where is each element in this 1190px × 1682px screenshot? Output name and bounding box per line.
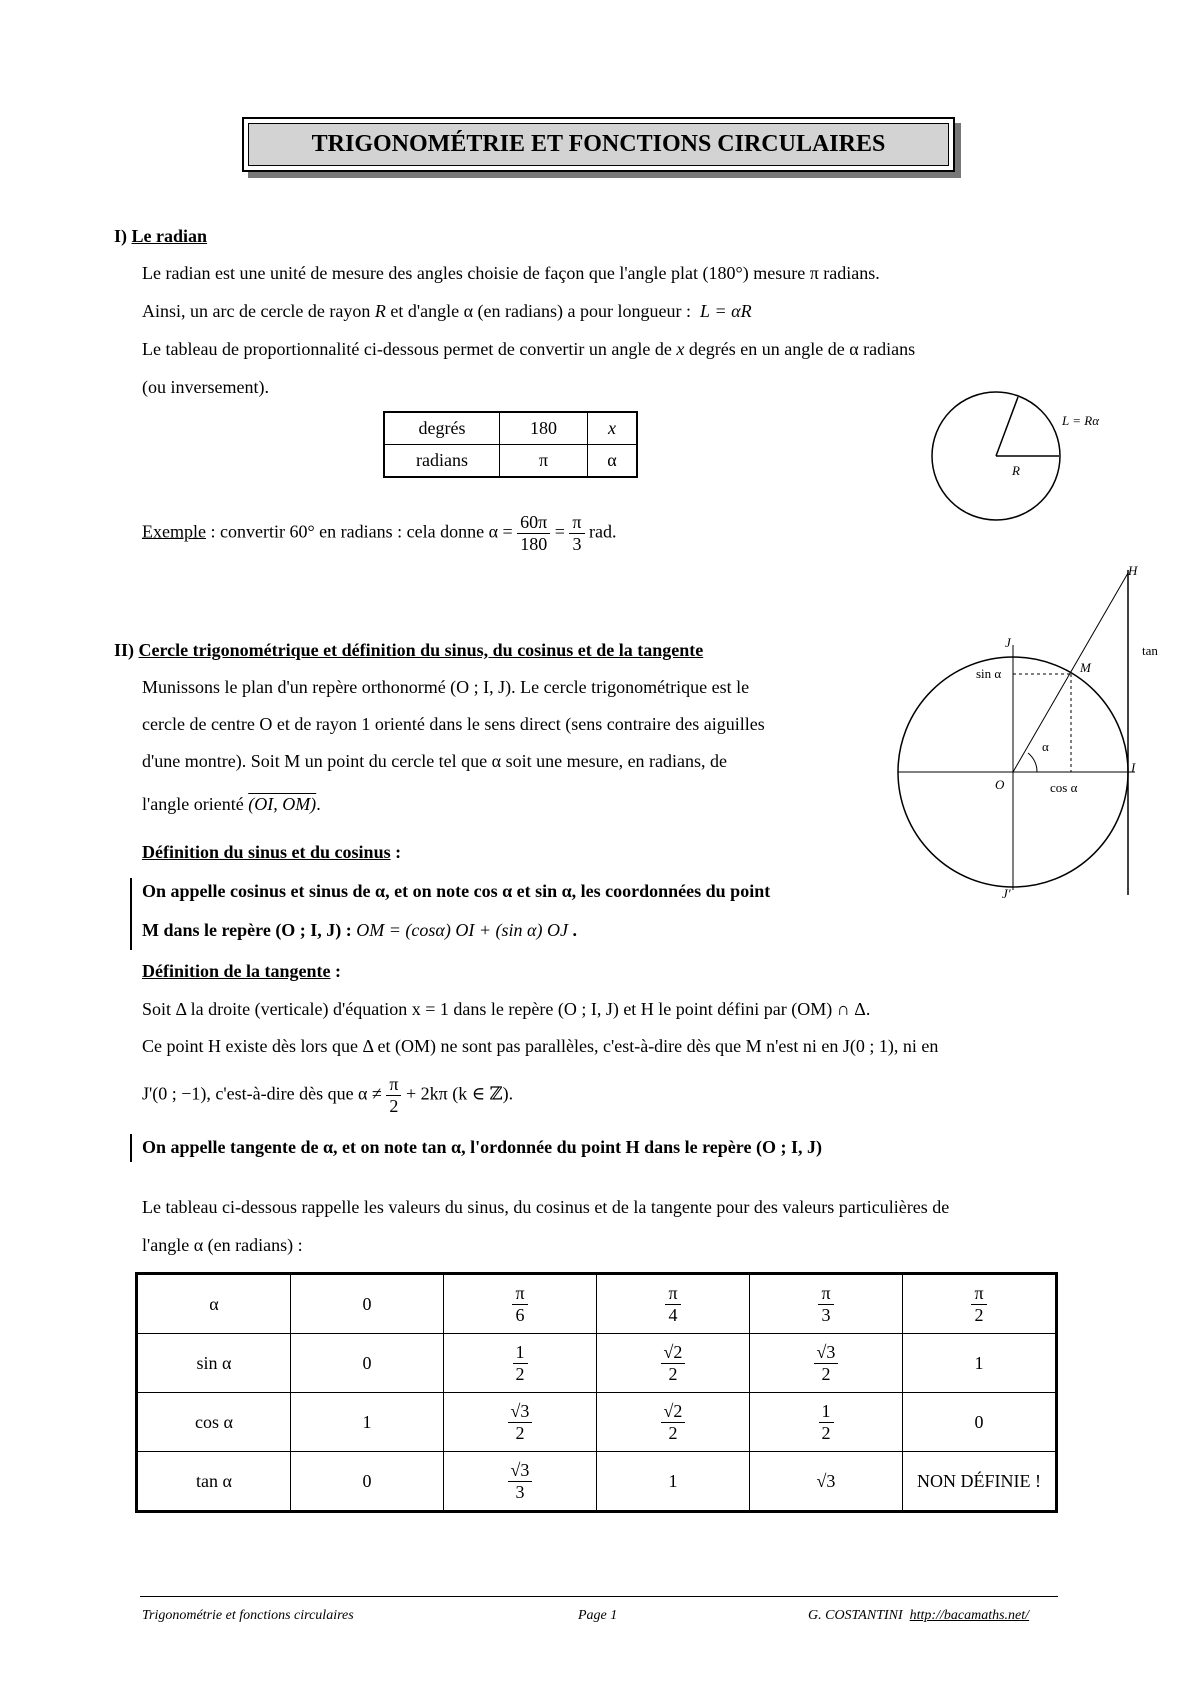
conversion-table	[383, 411, 638, 478]
table-intro-l1: Le tableau ci-dessous rappelle les valeurs du sinus, du cosinus et de la tangente pour des valeurs particulières de	[142, 1197, 950, 1217]
s2-p1-l2: cercle de centre O et de rayon 1 orienté dans le sens direct (sens contraire des aiguilles	[142, 714, 765, 734]
def2-l3	[142, 1074, 513, 1116]
fraction	[661, 1342, 686, 1384]
footer-left: Trigonométrie et fonctions circulaires	[142, 1608, 354, 1623]
frac-num: π	[512, 1283, 527, 1305]
frac-den: 2	[668, 1422, 678, 1443]
def1-heading: Définition du sinus et du cosinus	[142, 842, 391, 862]
frac-den: 180	[520, 533, 548, 554]
frac-num: 1	[819, 1401, 834, 1423]
def1-formula: OM = (cosα) OI + (sin α) OJ	[356, 920, 568, 940]
footer-right	[808, 1608, 1029, 1624]
s1-line2-a: Ainsi, un arc de cercle de rayon	[142, 301, 371, 321]
table-intro-l2: l'angle α (en radians) :	[142, 1235, 303, 1255]
label-H: H	[1128, 565, 1138, 578]
def2-bold: On appelle tangente de α, et on note tan α, l'ordonnée du point H dans le repère (O ; I, J)	[142, 1137, 822, 1157]
s2-p1-l4-a: l'angle orienté	[142, 794, 244, 814]
radius-line-1	[996, 397, 1018, 456]
label-Jprime: J'	[1002, 886, 1011, 901]
frac-num: 60π	[517, 512, 550, 534]
example-label: Exemple	[142, 521, 206, 542]
frac-den: 2	[974, 1304, 984, 1325]
fraction	[512, 1283, 527, 1325]
s1-line3	[142, 339, 915, 360]
frac-den: 2	[515, 1422, 525, 1443]
frac-num: π	[569, 512, 584, 534]
fraction	[971, 1283, 986, 1325]
table-cell	[444, 1274, 597, 1334]
frac-num: π	[818, 1283, 833, 1305]
label-tan: tan	[1142, 643, 1158, 658]
table-row	[384, 445, 637, 478]
s1-line2-r: R	[374, 301, 386, 321]
def1-l2	[142, 920, 577, 941]
table-cell	[903, 1274, 1057, 1334]
frac-den: 6	[515, 1304, 525, 1325]
frac-den: 2	[821, 1363, 831, 1384]
table-cell: 0	[291, 1274, 444, 1334]
table-cell: 0	[291, 1452, 444, 1512]
footer-link[interactable]: http://bacamaths.net/	[909, 1608, 1030, 1623]
table-cell	[597, 1393, 750, 1452]
frac-num: 1	[513, 1342, 528, 1364]
frac-den: 4	[668, 1304, 678, 1325]
s2-p1-l4-b: .	[316, 794, 321, 814]
frac-den: 2	[668, 1363, 678, 1384]
s2-p1-l3: d'une montre). Soit M un point du cercle tel que α soit une mesure, en radians, de	[142, 751, 728, 771]
label-M: M	[1080, 660, 1091, 675]
table-cell: NON DÉFINIE !	[903, 1452, 1057, 1512]
table-row	[384, 412, 637, 445]
def1-l1: On appelle cosinus et sinus de α, et on note cos α et sin α, les coordonnées du point	[142, 881, 771, 901]
def2-heading-line	[142, 961, 341, 982]
table-cell: π	[500, 445, 588, 478]
def2-l3-a: J'(0 ; −1), c'est-à-dire dès que α ≠	[142, 1083, 382, 1104]
label-J: J	[1005, 635, 1011, 650]
table-cell	[750, 1334, 903, 1393]
table-row	[137, 1274, 1057, 1334]
fraction	[661, 1401, 686, 1443]
frac-den: 3	[821, 1304, 831, 1325]
section1-title: Le radian	[131, 226, 208, 246]
frac-den: 2	[515, 1363, 525, 1384]
label-L: L = Rα	[1062, 413, 1100, 428]
def1-heading-line	[142, 842, 401, 863]
frac-num: π	[386, 1074, 401, 1096]
table-cell: 1	[597, 1452, 750, 1512]
frac-num: π	[971, 1283, 986, 1305]
table-row	[137, 1393, 1057, 1452]
example-line	[142, 512, 617, 554]
frac-den: 2	[821, 1422, 831, 1443]
footer-author: G. COSTANTINI	[808, 1608, 903, 1623]
values-table-body	[137, 1274, 1057, 1512]
frac-num: √3	[814, 1342, 839, 1364]
table-cell	[444, 1452, 597, 1512]
fraction	[665, 1283, 680, 1325]
s1-line2-b: et d'angle α (en radians) a pour longueur :	[390, 301, 691, 321]
section2-title: Cercle trigonométrique et définition du sinus, du cosinus et de la tangente	[138, 640, 704, 660]
row-label: tan α	[137, 1452, 291, 1512]
example-frac1	[517, 512, 550, 554]
title-box	[242, 117, 955, 172]
radian-circle-diagram	[920, 385, 1140, 535]
s1-line1: Le radian est une unité de mesure des angles choisie de façon que l'angle plat (180°) mesure π radians.	[142, 263, 880, 283]
section1-heading	[114, 226, 207, 247]
fraction	[814, 1342, 839, 1384]
table-cell: radians	[384, 445, 500, 478]
s1-formula-l: L	[699, 301, 710, 321]
table-cell	[750, 1393, 903, 1452]
def2-l2: Ce point H existe dès lors que Δ et (OM) ne sont pas parallèles, c'est-à-dire dès que M n'est ni en J(0 ; 1), ni en	[142, 1036, 939, 1056]
table-cell	[444, 1334, 597, 1393]
def2-colon: :	[335, 961, 341, 981]
table-cell: x	[588, 412, 638, 445]
values-table	[135, 1272, 1058, 1513]
row-label: cos α	[137, 1393, 291, 1452]
frac-den: 3	[572, 533, 582, 554]
def1-l2-end: .	[572, 920, 577, 940]
fraction	[508, 1460, 533, 1502]
frac-num: √2	[661, 1401, 686, 1423]
table-cell: 0	[903, 1393, 1057, 1452]
label-O: O	[995, 777, 1005, 792]
oriented-angle: (OI, OM)	[248, 794, 317, 814]
label-I: I	[1131, 760, 1136, 775]
table-cell	[750, 1274, 903, 1334]
s1-line3-a: Le tableau de proportionnalité ci-dessous permet de convertir un angle de	[142, 339, 672, 359]
table-cell: √3	[750, 1452, 903, 1512]
fraction	[819, 1401, 834, 1443]
table-row	[137, 1334, 1057, 1393]
table-row	[137, 1452, 1057, 1512]
example-eq: =	[554, 521, 565, 542]
row-label: sin α	[137, 1334, 291, 1393]
frac-num: π	[665, 1283, 680, 1305]
s1-line4: (ou inversement).	[142, 377, 269, 397]
table-cell	[444, 1393, 597, 1452]
table-cell: degrés	[384, 412, 500, 445]
fraction	[513, 1342, 528, 1384]
footer-page: Page 1	[578, 1608, 618, 1623]
def1-bar	[130, 878, 132, 950]
def1-colon: :	[395, 842, 402, 862]
fraction	[818, 1283, 833, 1325]
def2-frac	[386, 1074, 401, 1116]
table-cell: α	[588, 445, 638, 478]
frac-den: 2	[389, 1095, 399, 1116]
s1-line3-x: x	[676, 339, 685, 359]
table-cell: 0	[291, 1334, 444, 1393]
section2-heading	[114, 640, 703, 661]
trig-circle-diagram	[890, 565, 1180, 905]
frac-num: √3	[508, 1460, 533, 1482]
s1-formula-rest: = αR	[714, 301, 752, 321]
frac-num: √2	[661, 1342, 686, 1364]
label-alpha: α	[1042, 739, 1049, 754]
label-sin: sin α	[976, 666, 1002, 681]
def1-l2-a: M dans le repère (O ; I, J) :	[142, 920, 352, 940]
section2-number: II)	[114, 640, 135, 660]
footer-rule	[140, 1596, 1058, 1597]
example-text: : convertir 60° en radians : cela donne α =	[210, 521, 513, 542]
example-frac2	[569, 512, 584, 554]
def2-l1: Soit Δ la droite (verticale) d'équation x = 1 dans le repère (O ; I, J) et H le point défini par (OM) ∩ Δ.	[142, 999, 871, 1019]
label-R: R	[1012, 463, 1020, 478]
s2-p1-l1: Munissons le plan d'un repère orthonormé (O ; I, J). Le cercle trigonométrique est le	[142, 677, 750, 697]
table-cell: 1	[903, 1334, 1057, 1393]
label-cos: cos α	[1050, 780, 1078, 795]
s2-p1-l4	[142, 794, 321, 815]
page-title: TRIGONOMÉTRIE ET FONCTIONS CIRCULAIRES	[248, 123, 949, 166]
s1-line3-b: degrés en un angle de α radians	[688, 339, 916, 359]
table-cell	[597, 1334, 750, 1393]
fraction	[508, 1401, 533, 1443]
frac-den: 3	[515, 1481, 525, 1502]
def2-heading: Définition de la tangente	[142, 961, 331, 981]
table-cell: 180	[500, 412, 588, 445]
row-label: α	[137, 1274, 291, 1334]
def2-bar	[130, 1134, 132, 1162]
example-unit: rad.	[589, 521, 617, 542]
def2-l3-b: + 2kπ (k ∈ ℤ).	[405, 1083, 514, 1104]
s1-line2	[142, 301, 752, 322]
table-cell	[597, 1274, 750, 1334]
angle-arc	[1028, 753, 1037, 772]
frac-num: √3	[508, 1401, 533, 1423]
table-cell: 1	[291, 1393, 444, 1452]
section1-number: I)	[114, 226, 127, 246]
